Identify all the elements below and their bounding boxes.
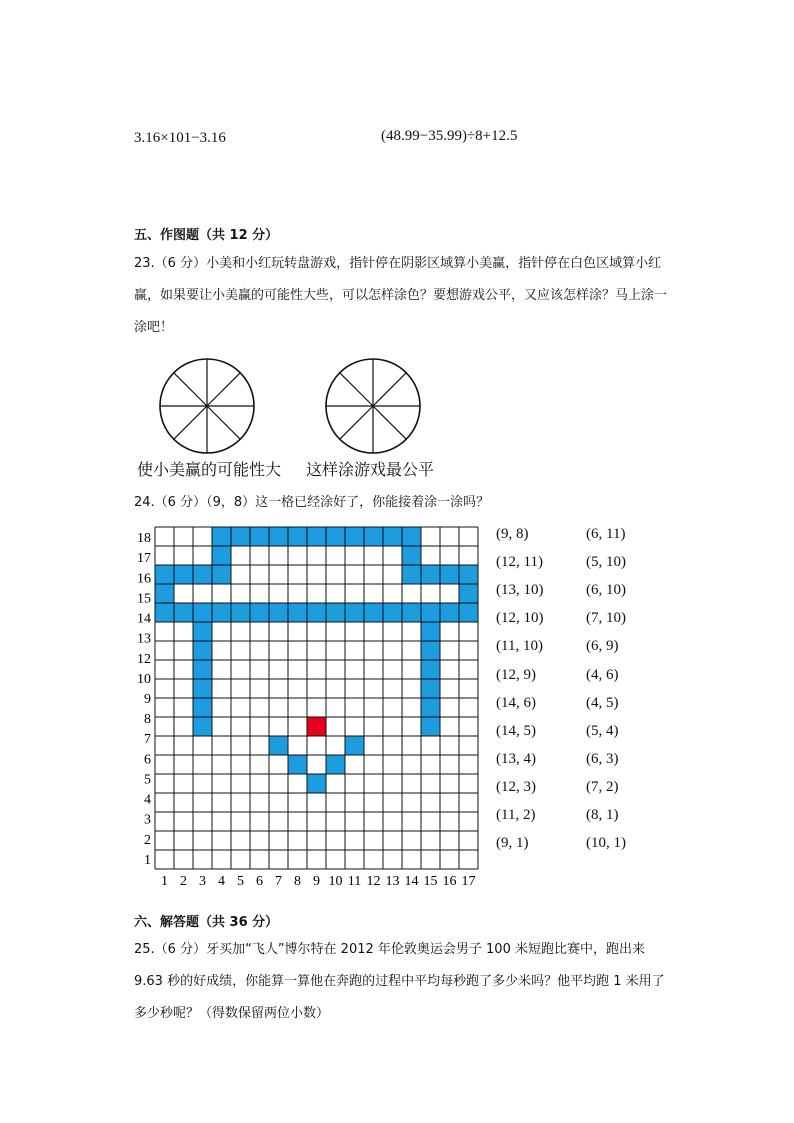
filled-cell[interactable] [421,565,440,584]
filled-cell[interactable] [250,527,269,546]
filled-cell[interactable] [269,736,288,755]
filled-cell[interactable] [231,603,250,622]
coordinate-grid[interactable] [130,520,490,889]
x-tick-label: 5 [237,874,244,889]
filled-cell[interactable] [440,565,459,584]
filled-cell[interactable] [174,565,193,584]
filled-cell[interactable] [269,603,288,622]
coordinate-item: (7, 10) [586,610,626,627]
coordinate-item: (11, 2) [496,807,536,823]
filled-cell[interactable] [193,641,212,660]
filled-cell[interactable] [402,565,421,584]
filled-cell[interactable] [250,603,269,622]
x-tick-label: 12 [366,874,381,889]
filled-cell[interactable] [193,679,212,698]
filled-cell[interactable] [307,603,326,622]
y-tick-label: 5 [144,772,151,788]
filled-cell[interactable] [288,603,307,622]
filled-cell[interactable] [459,603,478,622]
x-tick-label: 8 [294,874,301,889]
filled-cell[interactable] [193,603,212,622]
y-tick-label: 18 [137,531,151,547]
highlighted-cell[interactable] [307,717,326,736]
expression-2: (48.99−35.99)÷8+12.5 [381,128,518,144]
y-tick-label: 14 [137,611,151,627]
filled-cell[interactable] [212,527,231,546]
y-tick-label: 16 [137,571,151,587]
filled-cell[interactable] [402,603,421,622]
filled-cell[interactable] [155,565,174,584]
filled-cell[interactable] [307,527,326,546]
filled-cell[interactable] [459,584,478,603]
coordinate-item: (9, 1) [496,835,529,852]
coordinate-item: (11, 10) [496,638,543,655]
filled-cell[interactable] [345,527,364,546]
filled-cell[interactable] [421,717,440,736]
filled-cell[interactable] [307,774,326,793]
filled-cell[interactable] [193,717,212,736]
filled-cell[interactable] [269,527,288,546]
y-tick-label: 10 [137,671,151,687]
filled-cell[interactable] [402,546,421,565]
filled-cell[interactable] [193,622,212,641]
filled-cell[interactable] [326,603,345,622]
filled-cell[interactable] [288,755,307,774]
coordinate-item: (7, 2) [586,778,619,795]
filled-cell[interactable] [288,527,307,546]
y-tick-label: 17 [137,551,151,567]
coordinate-item: (6, 3) [586,750,619,767]
x-tick-label: 1 [161,874,168,889]
y-tick-label: 2 [144,832,151,848]
y-tick-label: 4 [144,792,151,808]
spinner-caption-right: 这样涂游戏最公平 [306,460,435,479]
coordinate-item: (6, 9) [586,638,619,655]
spinner-sectors [326,359,420,453]
x-tick-label: 3 [199,874,206,889]
x-tick-label: 11 [347,874,362,889]
x-tick-label: 6 [256,874,263,889]
coordinate-item: (12, 11) [496,554,543,571]
filled-cell[interactable] [155,584,174,603]
x-tick-label: 15 [423,874,438,889]
y-tick-label: 8 [144,712,151,728]
filled-cell[interactable] [326,755,345,774]
filled-cell[interactable] [174,603,193,622]
filled-cell[interactable] [440,603,459,622]
x-tick-label: 4 [218,874,225,889]
coordinate-item: (5, 4) [586,722,619,739]
y-tick-label: 3 [144,812,151,828]
x-tick-label: 7 [275,874,282,889]
filled-cell[interactable] [421,679,440,698]
filled-cell[interactable] [212,603,231,622]
coordinate-item: (4, 5) [586,694,619,711]
x-tick-label: 14 [404,874,419,889]
expression-1: 3.16×101−3.16 [134,130,226,146]
filled-cell[interactable] [193,698,212,717]
y-tick-label: 1 [144,852,151,868]
y-tick-label: 13 [137,631,151,647]
x-tick-label: 2 [180,874,187,889]
y-tick-label: 12 [137,651,151,667]
filled-cell[interactable] [155,603,174,622]
filled-cell[interactable] [421,698,440,717]
coordinate-item: (12, 9) [496,666,536,683]
spinner-caption-left: 使小美赢的可能性大 [137,460,282,479]
filled-cell[interactable] [231,527,250,546]
filled-cell[interactable] [345,603,364,622]
filled-cell[interactable] [193,565,212,584]
coordinate-item: (13, 4) [496,750,536,767]
coordinate-item: (12, 10) [496,610,544,627]
x-tick-label: 17 [461,874,476,889]
spinner-left[interactable] [150,358,262,458]
coordinate-item: (9, 8) [496,526,529,542]
filled-cell[interactable] [402,527,421,546]
spinner-right[interactable] [316,358,428,458]
coordinate-item: (13, 10) [496,582,544,599]
filled-cell[interactable] [421,641,440,660]
filled-cell[interactable] [459,565,478,584]
coordinate-item: (6, 10) [586,582,626,599]
section-5-heading: 五、作图题（共 12 分） [134,228,279,243]
filled-cell[interactable] [383,603,402,622]
filled-cell[interactable] [193,660,212,679]
filled-cell[interactable] [364,603,383,622]
coordinate-item: (12, 3) [496,778,536,795]
filled-cell[interactable] [383,527,402,546]
filled-cell[interactable] [364,527,383,546]
x-tick-label: 9 [313,874,320,889]
coordinate-item: (6, 11) [586,526,626,542]
filled-cell[interactable] [212,546,231,565]
filled-cell[interactable] [421,603,440,622]
x-tick-label: 10 [328,874,343,889]
filled-cell[interactable] [212,565,231,584]
coordinate-item: (14, 5) [496,722,536,739]
filled-cell[interactable] [421,622,440,641]
filled-cell[interactable] [326,527,345,546]
section-6-heading: 六、解答题（共 36 分） [134,915,279,930]
question-23-text: 23.（6 分）小美和小红玩转盘游戏，指针停在阴影区域算小美赢，指针停在白色区域算小红赢，如果要让小美赢的可能性大些，可以怎样涂色？要想游戏公平，又应该怎样涂？马上涂一涂吧！ [134,256,668,335]
coordinate-item: (4, 6) [586,666,619,683]
y-tick-label: 15 [137,591,151,607]
x-tick-label: 13 [385,874,400,889]
y-tick-label: 6 [144,752,151,768]
x-tick-label: 16 [442,874,457,889]
coordinate-item: (14, 6) [496,694,536,711]
coordinate-item: (10, 1) [586,835,626,852]
spinner-sectors [160,359,254,453]
y-tick-label: 9 [144,692,151,707]
question-25-text: 25.（6 分）牙买加“飞人”博尔特在 2012 年伦敦奥运会男子 100 米短跑比赛中，跑出来 9.63 秒的好成绩，你能算一算他在奔跑的过程中平均每秒跑了多少米吗？他平均跑 1 米用了多少秒呢？（得数保留两位小数） [134,942,665,1021]
filled-cell[interactable] [345,736,364,755]
coordinate-item: (8, 1) [586,807,619,823]
coordinate-item: (5, 10) [586,554,626,571]
y-tick-label: 7 [144,732,151,748]
question-24-text: 24.（6 分）（9，8）这一格已经涂好了，你能接着涂一涂吗？ [134,495,490,510]
filled-cell[interactable] [421,660,440,679]
